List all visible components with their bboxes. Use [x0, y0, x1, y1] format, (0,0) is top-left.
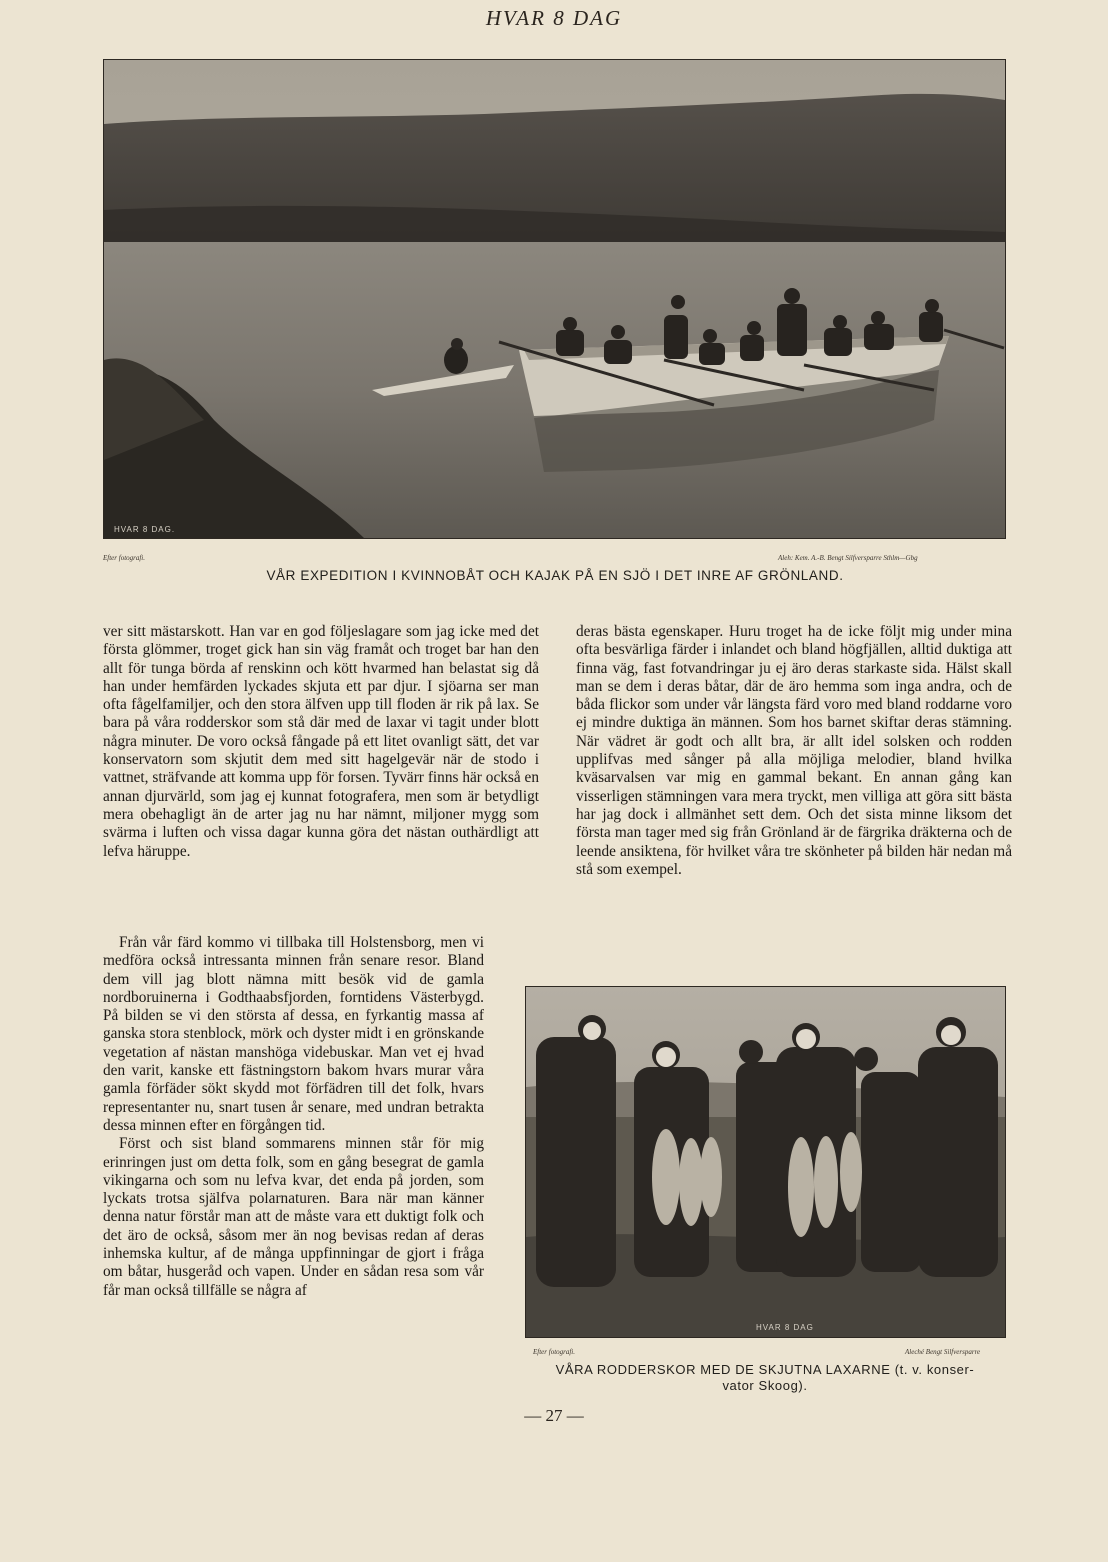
photo-expedition-boat: [103, 59, 1006, 539]
photo-bottom-watermark: HVAR 8 DAG: [756, 1323, 814, 1332]
photo-bottom-credit-right: Aleché Bengt Silfversparre: [905, 1348, 981, 1356]
left-paragraph-2: Från vår färd kommo vi tillbaka till Holstensborg, men vi medföra också intressanta minnen från senare resor. Bland dem vill jag blott nämna mitt besök vid de gamla nordboruinerna i Godthaabsfjorden, forntidens Västerbygd. På bilden se vi den största af dessa, en fyrkantig massa af ganska stora stenblock, mörk och dyster midt i en grönskande vegetation af nästan manshöga videbuskar. Man vet ej hvad den varit, kanske ett fästningstorn bakom hvars murar våra gamla förfäder sökt skydd mot förfädren till det folk, hvars representanter nu, snart tusen år senare, med undran betrakta dessa minnen efter en förgången tid.: [103, 934, 484, 1134]
photo-top-credit-right: Aleh: Kem. A.-B. Bengt Silfversparre Sthlm—Gbg: [778, 554, 918, 562]
right-paragraph-1: deras bästa egenskaper. Huru troget ha de icke följt mig under mina ofta besvärliga färder i inlandet och bland högfjällen, alltid duktiga att finna väg, fast fotvandringar ju ej äro deras starkaste sida. Hälst skall man se dem i deras båtar, där de äro hemma som inga andra, och de båda flickor som under vår längsta färd voro med bland roddarne voro ej mindre duktiga än männen. Som hos barnet skiftar deras stämning. När vädret är godt och allt bra, är allt idel solsken och rodden upplifvas med sånger på alla möjliga melodier, bland hvilka kväsarvalsen var mig en gammal bekant. En annan gång kan visserligen stämningen vara mera tryckt, men villiga att göra sitt bästa har jag dock i allmänhet sett dem. Och det sista minne liksom det första man tager med sig från Grönland är de färgrika dräkterna och de leende ansiktena, för hvilket våra tre skönheter på bilden här nedan må stå som exempel.: [576, 623, 1012, 878]
photo-top-caption: VÅR EXPEDITION I KVINNOBÅT OCH KAJAK PÅ EN SJÖ I DET INRE AF GRÖNLAND.: [266, 568, 844, 583]
photo-rowers-image: [526, 987, 1005, 1337]
photo-bottom-caption-line-2: vator Skoog).: [722, 1378, 808, 1393]
photo-expedition-boat-image: [104, 60, 1005, 538]
photo-bottom-caption-line-1: VÅRA RODDERSKOR MED DE SKJUTNA LAXARNE (t. v. konser-: [555, 1362, 975, 1377]
photo-rowers-with-salmon: [525, 986, 1006, 1338]
photo-bottom-credit-left: Efter fotografi.: [533, 1348, 575, 1356]
left-paragraph-1: ver sitt mästarskott. Han var en god följeslagare som jag icke med det första glömmer, troget gick han sin väg framåt och troget bar han den allt för tunga börda af renskinn och kött hvarmed han belastat sig då han under hemfärden lyckades skjuta ett par djur. I sjöarna ser man ofta fågelfamiljer, och den stora älfven upp till floden är rik på lax. Se bara på våra rodderskor som stå där med de laxar vi tagit under blott några minuter. De voro också fångade på ett litet ovanligt sätt, det var konservatorn som skjutit dem med sitt hagelgevär när de stodo i vattnet, sträfvande att komma upp för forsen. Tyvärr finns här också en annan djurvärld, som jag ej kunnat fotografera, men som är betydligt mera obehagligt än de arter jag nu har nämnt, miljoner mygg som svärma i luften och vissa dagar kunna göra det nästan outhärdligt att lefva häruppe.: [103, 623, 539, 860]
article-column-left: [103, 623, 539, 861]
photo-top-credit-left: Efter fotografi.: [103, 554, 145, 562]
article-column-left-lower: [103, 934, 484, 1300]
photo-top-watermark: HVAR 8 DAG.: [114, 525, 176, 534]
page-number: — 27 —: [524, 1406, 584, 1425]
article-column-right: [576, 623, 1012, 879]
left-paragraph-3: Först och sist bland sommarens minnen står för mig erinringen just om detta folk, som en gång besegrat de gamla vikingarna och som nu lefva kvar, det enda på jorden, som lyckats trotsa själfva polarnaturen. Bara när man känner denna natur förstår man att de måste vara ett duktigt folk och det äro de också, såsom mer än nog bevisas redan af deras inhemska kultur, af de många uppfinningar de gjort i fråga om båtar, husgeråd och vapen. Under en sådan resa som vår får man också tillfälle se några af: [103, 1135, 484, 1299]
running-title: HVAR 8 DAG: [485, 6, 623, 30]
